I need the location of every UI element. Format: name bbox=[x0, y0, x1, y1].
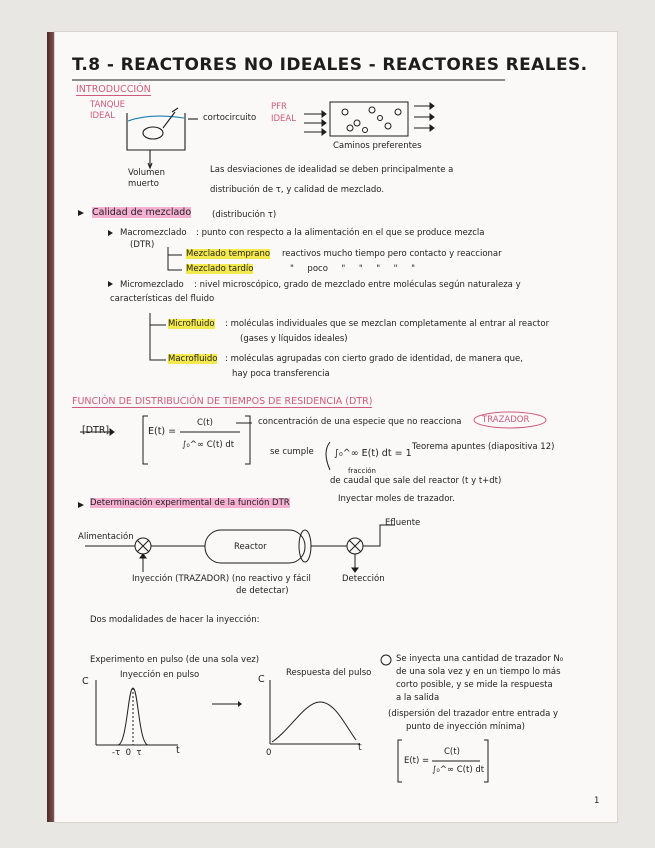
note-circle bbox=[381, 655, 391, 665]
bullet-arrow bbox=[78, 502, 84, 508]
dtr-numerator: C(t) bbox=[197, 418, 213, 428]
tardio-text: " poco " " " " " bbox=[290, 264, 415, 274]
pfr-ideal-label: PFR IDEAL bbox=[271, 102, 296, 124]
microfluido-item: Microfluido bbox=[168, 319, 215, 329]
inyeccion-pulso-label: Inyección en pulso bbox=[120, 670, 200, 680]
macro-label: Macromezclado bbox=[120, 228, 187, 238]
pulse-response-graph bbox=[270, 680, 360, 744]
mezclado-tardio-item: Mezclado tardío bbox=[186, 264, 254, 274]
desviaciones-line-1: Las desviaciones de idealidad se deben principalmente a bbox=[210, 165, 454, 175]
pulso-note-1: Se inyecta una cantidad de trazador N₀ bbox=[396, 654, 564, 664]
microfluido-text-2: (gases y líquidos ideales) bbox=[240, 334, 348, 344]
macro-text: : punto con respecto a la alimentación en el que se produce mezcla bbox=[196, 228, 485, 238]
temprano-text: reactivos mucho tiempo pero contacto y reaccionar bbox=[282, 249, 502, 259]
c-axis-label-left: C bbox=[82, 676, 89, 687]
caudal-text: de caudal que sale del reactor (t y t+dt) bbox=[330, 476, 502, 486]
integral-equation: ∫₀^∞ E(t) dt = 1 bbox=[334, 448, 412, 459]
trazador-label: TRAZADOR bbox=[482, 415, 530, 425]
macrofluido-text-2: hay poca transferencia bbox=[232, 369, 330, 379]
deteccion-label: Detección bbox=[342, 574, 385, 584]
macrofluido-item: Macrofluido bbox=[168, 354, 218, 364]
micro-text-2: características del fluido bbox=[110, 294, 215, 304]
inyeccion-label: Inyección (TRAZADOR) (no reactivo y fácil bbox=[132, 574, 311, 584]
pulso-note-2: de una sola vez y en un tiempo lo más bbox=[396, 667, 561, 677]
macro-dtr: (DTR) bbox=[130, 240, 155, 250]
formula-denominator: ∫₀^∞ C(t) dt bbox=[432, 765, 485, 775]
pfr-ideal-sketch bbox=[304, 102, 434, 136]
caminos-preferentes-label: Caminos preferentes bbox=[333, 141, 422, 151]
pulso-note-6: punto de inyección mínima) bbox=[406, 722, 525, 732]
formula-e-t: E(t) = bbox=[404, 756, 430, 766]
bullet-arrow bbox=[78, 210, 84, 216]
bullet-arrow bbox=[108, 230, 113, 236]
respuesta-pulso-label: Respuesta del pulso bbox=[286, 668, 372, 678]
tanque-ideal-label: TANQUE IDEAL bbox=[90, 100, 125, 121]
zero-label: 0 bbox=[266, 748, 272, 758]
cortocircuito-label: cortocircuito bbox=[203, 113, 257, 123]
alimentacion-label: Alimentación bbox=[78, 532, 134, 542]
microfluido-text-1: : moléculas individuales que se mezclan completamente al entrar al reactor bbox=[225, 319, 550, 329]
e-t-label: E(t) = bbox=[148, 426, 177, 437]
mezclado-temprano-item: Mezclado temprano bbox=[186, 249, 271, 259]
teorema-note: Teorema apuntes (diapositiva 12) bbox=[412, 442, 555, 452]
concentracion-text: concentración de una especie que no reacciona bbox=[258, 417, 462, 427]
dtr-section-heading: FUNCIÓN DE DISTRIBUCIÓN DE TIEMPOS DE RESIDENCIA (DTR) bbox=[72, 396, 373, 407]
volumen-muerto-label: Volumen muerto bbox=[128, 168, 166, 189]
desviaciones-line-2: distribución de τ, y calidad de mezclado. bbox=[210, 185, 385, 195]
micro-text-1: : nivel microscópico, grado de mezclado entre moléculas según naturaleza y bbox=[194, 280, 521, 290]
pulso-heading: Experimento en pulso (de una sola vez) bbox=[90, 655, 260, 665]
experimental-heading: Determinación experimental de la función DTR bbox=[90, 498, 290, 508]
se-cumple-label: se cumple bbox=[270, 447, 314, 457]
formula-numerator: C(t) bbox=[444, 747, 460, 757]
fraccion-label: fracción bbox=[348, 467, 376, 475]
inyectar-note: Inyectar moles de trazador. bbox=[338, 494, 455, 504]
pulso-note-5: (dispersión del trazador entre entrada y bbox=[388, 709, 559, 719]
inyeccion-label-2: de detectar) bbox=[236, 586, 289, 596]
c-axis-label-right: C bbox=[258, 674, 265, 685]
pulse-ticks: -τ 0 τ bbox=[112, 748, 142, 758]
dos-modalidades: Dos modalidades de hacer la inyección: bbox=[90, 615, 260, 625]
integral-brace bbox=[326, 442, 330, 470]
calidad-subtitle: (distribución τ) bbox=[212, 210, 277, 220]
pulso-note-3: corto posible, y se mide la respuesta bbox=[396, 680, 553, 690]
section-heading-intro: INTRODUCCIÓN bbox=[76, 84, 151, 95]
page-number: 1 bbox=[594, 796, 600, 806]
bullet-arrow bbox=[108, 281, 113, 287]
efluente-label: Efluente bbox=[385, 518, 421, 528]
t-axis-label-left: t bbox=[176, 745, 180, 756]
dtr-denominator: ∫₀^∞ C(t) dt bbox=[182, 440, 235, 450]
t-axis-label-right: t bbox=[358, 742, 362, 753]
ideal-tank-sketch bbox=[127, 108, 198, 168]
pulse-input-graph bbox=[96, 680, 178, 745]
calidad-heading: Calidad de mezclado bbox=[92, 207, 192, 218]
micro-label: Micromezclado bbox=[120, 280, 184, 290]
reactor-label: Reactor bbox=[234, 542, 267, 552]
pulso-note-4: a la salida bbox=[396, 693, 440, 703]
dtr-label: [DTR] bbox=[82, 425, 110, 436]
macrofluido-text-1: : moléculas agrupadas con cierto grado de identidad, de manera que, bbox=[225, 354, 523, 364]
page-title: T.8 - REACTORES NO IDEALES - REACTORES REALES. bbox=[72, 55, 588, 75]
